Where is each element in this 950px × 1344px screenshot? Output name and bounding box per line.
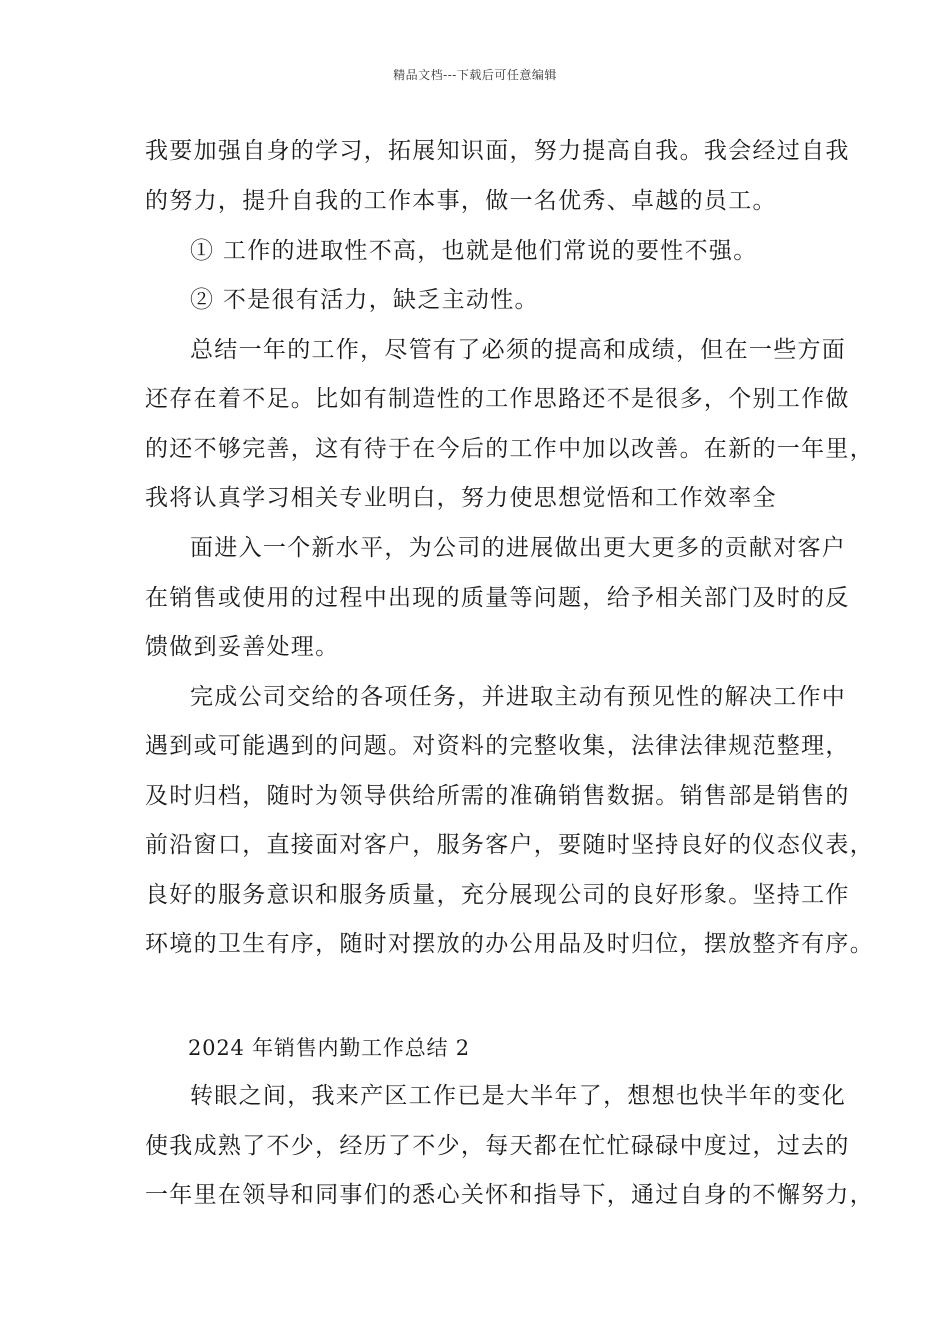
text-line: 的还不够完善，这有待于在今后的工作中加以改善。在新的一年里， bbox=[145, 436, 874, 462]
text-line: 良好的服务意识和服务质量，充分展现公司的良好形象。坚持工作 bbox=[145, 882, 850, 908]
text-line: 及时归档，随时为领导供给所需的准确销售数据。销售部是销售的 bbox=[145, 783, 850, 809]
text-line: 还存在着不足。比如有制造性的工作思路还不是很多，个别工作做 bbox=[145, 386, 850, 412]
text-line: 一年里在领导和同事们的悉心关怀和指导下，通过自身的不懈努力， bbox=[145, 1182, 874, 1208]
section-title: 2024 年销售内勤工作总结 2 bbox=[188, 1036, 470, 1060]
text-line: 前沿窗口，直接面对客户，服务客户，要随时坚持良好的仪态仪表， bbox=[145, 832, 874, 858]
text-line: ① 工作的进取性不高，也就是他们常说的要性不强。 bbox=[190, 238, 758, 264]
text-line: 使我成熟了不少，经历了不少，每天都在忙忙碌碌中度过，过去的 bbox=[145, 1133, 850, 1159]
text-line: 的努力，提升自我的工作本事，做一名优秀、卓越的员工。 bbox=[145, 188, 777, 214]
text-line: 转眼之间，我来产区工作已是大半年了，想想也快半年的变化 bbox=[190, 1083, 847, 1109]
text-line: 总结一年的工作，尽管有了必须的提高和成绩，但在一些方面 bbox=[190, 337, 847, 363]
text-line: 在销售或使用的过程中出现的质量等问题，给予相关部门及时的反 bbox=[145, 585, 850, 611]
text-line: 环境的卫生有序，随时对摆放的办公用品及时归位，摆放整齐有序。 bbox=[145, 931, 874, 957]
text-line: 馈做到妥善处理。 bbox=[145, 634, 340, 660]
text-line: 完成公司交给的各项任务，并进取主动有预见性的解决工作中 bbox=[190, 684, 847, 710]
text-line: 面进入一个新水平，为公司的进展做出更大更多的贡献对客户 bbox=[190, 535, 847, 561]
text-line: 遇到或可能遇到的问题。对资料的完整收集，法律法律规范整理， bbox=[145, 733, 850, 759]
text-line: 我要加强自身的学习，拓展知识面，努力提高自我。我会经过自我 bbox=[145, 138, 850, 164]
page-header: 精品文档---下载后可任意编辑 bbox=[393, 68, 557, 82]
text-line: 我将认真学习相关专业明白，努力使思想觉悟和工作效率全 bbox=[145, 485, 777, 511]
text-line: ② 不是很有活力，缺乏主动性。 bbox=[190, 287, 539, 313]
